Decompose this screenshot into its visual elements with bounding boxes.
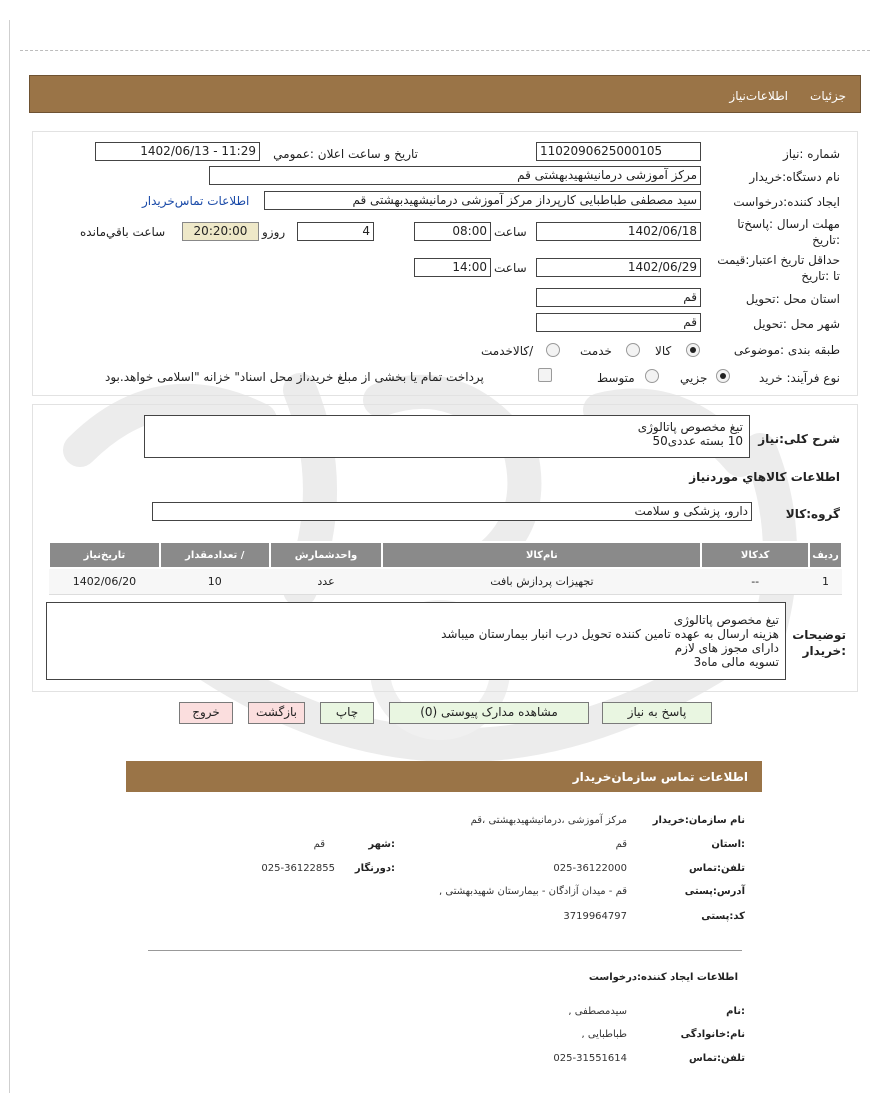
- creator-phone-value: 025-31551614: [553, 1053, 627, 1064]
- cell-date: 1402/06/20: [49, 568, 160, 594]
- creator-field: سید مصطفی طباطبایی کارپرداز مرکز آموزشی درمانیشهیدبهشتی قم: [264, 191, 701, 210]
- announce-date-field: 1402/06/13 - 11:29: [95, 142, 260, 161]
- radio-goods-service[interactable]: [546, 343, 560, 357]
- notes-line-4: تسویه مالی ماه3: [693, 655, 779, 669]
- creator-phone-label: تلفن:تماس: [688, 1053, 745, 1064]
- radio-medium[interactable]: [645, 369, 659, 383]
- radio-goods-service-label: /کالاخدمت: [481, 344, 534, 358]
- col-name-header: نام‌کالا: [382, 542, 701, 568]
- view-attachments-button[interactable]: مشاهده مدارک پیوستی (0): [389, 702, 589, 724]
- buyer-notes-label: توضیحات: [792, 628, 846, 642]
- cell-row: 1: [809, 568, 842, 594]
- min-valid-label-2: تا :تاریخ: [801, 269, 840, 283]
- deadline-time-field: 08:00: [414, 222, 491, 241]
- min-valid-date-field: 1402/06/29: [536, 258, 701, 277]
- min-valid-label: حداقل تاریخ اعتبار:قیمت: [717, 253, 840, 267]
- min-valid-time-label: ساعت: [494, 261, 527, 275]
- description-box: [144, 415, 750, 458]
- org-name-value: مرکز آموزشی ،درمانیشهیدبهشتی ،قم: [470, 815, 627, 826]
- announce-label: تاریخ و ساعت اعلان :عمومي: [273, 147, 418, 161]
- goods-info-title: اطلاعات کالاهاي موردنیاز: [689, 470, 840, 484]
- cell-qty: 10: [160, 568, 270, 594]
- buyer-contact-link[interactable]: اطلاعات تماس‌خریدار: [142, 194, 250, 208]
- description-line-2: 10 بسته عددی50: [652, 434, 743, 448]
- buyer-org-label: نام دستگاه:خریدار: [749, 170, 840, 184]
- postal-code-label: کد:پستی: [701, 911, 745, 922]
- city-field: قم: [536, 313, 701, 332]
- creator-info-title: اطلاعات ایجاد کننده:درخواست: [588, 972, 738, 983]
- deadline-time-label: ساعت: [494, 225, 527, 239]
- radio-medium-label: متوسط: [597, 371, 635, 385]
- creator-family-value: طباطبایی ,: [581, 1029, 627, 1040]
- table-row: [49, 568, 842, 594]
- fax-value: 025-36122855: [261, 863, 335, 874]
- col-code-header: کدکالا: [701, 542, 809, 568]
- need-number-label: شماره :نیاز: [783, 147, 840, 161]
- remaining-label: ساعت باقي‌مانده: [80, 225, 166, 239]
- need-number-field: 1102090625000105: [536, 142, 701, 161]
- tab-need-info[interactable]: اطلاعات‌نیاز: [729, 89, 788, 103]
- back-button[interactable]: بازگشت: [248, 702, 305, 724]
- days-label: روزو: [262, 225, 286, 239]
- treasury-checkbox[interactable]: [538, 368, 552, 382]
- cell-code: --: [701, 568, 809, 594]
- category-label: طبقه بندی :موضوعی: [733, 343, 840, 357]
- city-label: شهر محل :تحویل: [753, 317, 840, 331]
- org-name-label: نام سازمان:خریدار: [652, 815, 745, 826]
- phone-label: تلفن:تماس: [688, 863, 745, 874]
- deadline-label-2: :تاریخ: [812, 233, 840, 247]
- creator-name-label: :نام: [726, 1006, 745, 1017]
- creator-family-label: نام:خانوادگی: [680, 1029, 745, 1040]
- address-label: آدرس:پستی: [684, 886, 745, 897]
- notes-line-1: تیغ مخصوص پاتالوژی: [673, 613, 779, 627]
- phone-value: 025-36122000: [553, 863, 627, 874]
- radio-goods[interactable]: [686, 343, 700, 357]
- contact-divider: [148, 950, 742, 951]
- left-border-line: [9, 20, 10, 1093]
- page-header-bar: [29, 75, 861, 113]
- city-contact-value: قم: [313, 839, 325, 850]
- print-button[interactable]: چاپ: [320, 702, 374, 724]
- exit-button[interactable]: خروج: [179, 702, 233, 724]
- province-label: استان محل :تحویل: [745, 292, 840, 306]
- goods-group-label: گروه:کالا: [785, 507, 840, 521]
- description-line-1: تیغ مخصوص پاتالوژی: [637, 420, 743, 434]
- deadline-label: مهلت ارسال :پاسخ‌تا: [737, 217, 840, 231]
- province-contact-value: قم: [615, 839, 627, 850]
- notes-line-2: هزینه ارسال به عهده تامین کننده تحویل درب انبار بیمارستان میباشد: [441, 627, 779, 641]
- col-row-header: ردیف: [809, 542, 842, 568]
- buyer-org-field: مرکز آموزشی درمانیشهیدبهشتی قم: [209, 166, 701, 185]
- process-type-label: نوع فرآیند: خرید: [759, 371, 840, 385]
- city-contact-label: :شهر: [368, 839, 395, 850]
- radio-partial[interactable]: [716, 369, 730, 383]
- description-label: شرح کلی:نیاز: [758, 432, 840, 446]
- top-dashed-divider: [20, 50, 870, 51]
- deadline-date-field: 1402/06/18: [536, 222, 701, 241]
- cell-name: تجهیزات پردازش بافت: [382, 568, 701, 594]
- province-contact-label: :استان: [711, 839, 745, 850]
- cell-unit: عدد: [270, 568, 383, 594]
- postal-code-value: 3719964797: [563, 911, 627, 922]
- radio-service-label: خدمت: [580, 344, 612, 358]
- creator-name-value: سیدمصطفی ,: [568, 1006, 627, 1017]
- contact-header-bar: [126, 761, 762, 792]
- goods-group-field: دارو، پزشکی و سلامت: [152, 502, 752, 521]
- province-field: قم: [536, 288, 701, 307]
- contact-title: اطلاعات تماس سازمان‌خریدار: [572, 770, 748, 784]
- radio-partial-label: جزیي: [680, 371, 708, 385]
- fax-label: :دورنگار: [354, 863, 395, 874]
- radio-goods-label: کالا: [655, 344, 672, 358]
- col-date-header: تاریخ‌نیاز: [49, 542, 160, 568]
- buyer-notes-box: [46, 602, 786, 680]
- treasury-note: پرداخت تمام یا بخشی از مبلغ خرید،از محل اسناد" خزانه "اسلامی خواهد.بود: [105, 370, 484, 384]
- notes-line-3: دارای مجوز های لازم: [674, 641, 779, 655]
- days-field: 4: [297, 222, 374, 241]
- buyer-notes-label-2: :خریدار: [802, 644, 846, 658]
- goods-table: [48, 541, 843, 595]
- radio-service[interactable]: [626, 343, 640, 357]
- reply-button[interactable]: پاسخ به نیاز: [602, 702, 712, 724]
- col-qty-header: / تعدادمقدار: [160, 542, 270, 568]
- tab-details[interactable]: جزئیات: [810, 89, 846, 103]
- min-valid-time-field: 14:00: [414, 258, 491, 277]
- table-header-row: [49, 542, 842, 568]
- remaining-time-badge: 20:20:00: [182, 222, 259, 241]
- creator-label: ایجاد کننده:درخواست: [733, 195, 840, 209]
- address-value: قم - میدان آزادگان - بیمارستان شهیدبهشتی ,: [439, 886, 627, 897]
- col-unit-header: واحدشمارش: [270, 542, 383, 568]
